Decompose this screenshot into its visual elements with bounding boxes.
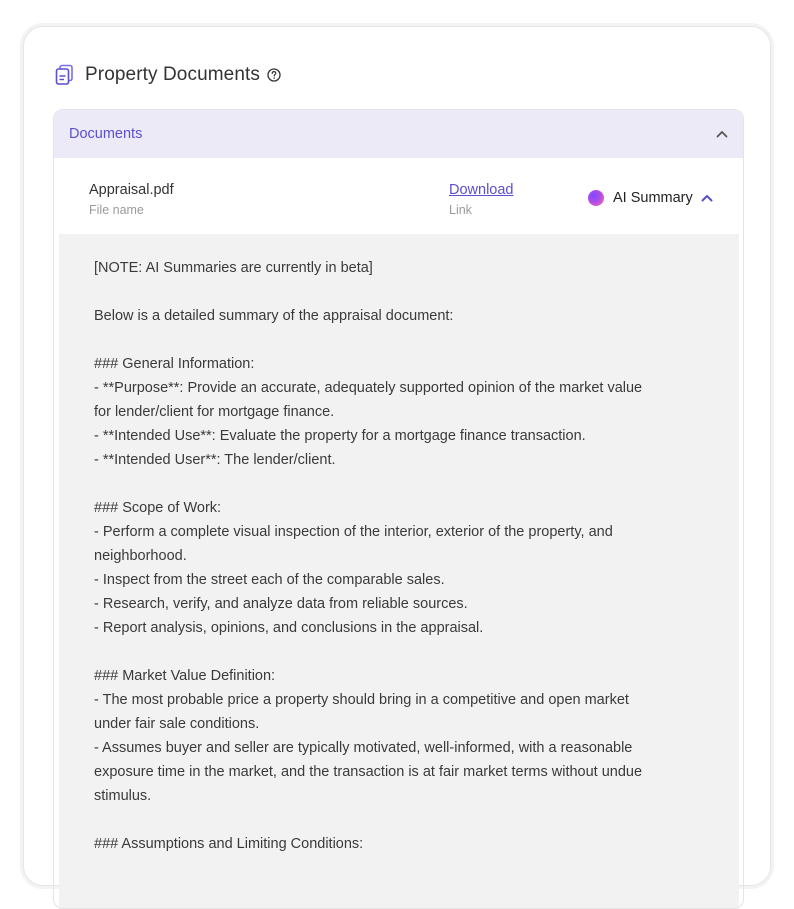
file-row: [54, 158, 743, 234]
summary-line: [NOTE: AI Summaries are currently in beta]: [94, 260, 373, 276]
summary-line: exposure time in the market, and the transaction is at fair market terms without undue: [94, 764, 643, 780]
summary-line: stimulus.: [94, 788, 152, 804]
help-circle-icon[interactable]: [267, 68, 281, 82]
summary-line: - **Purpose**: Provide an accurate, adequately supported opinion of the market value: [94, 380, 643, 396]
file-name-caption: File name: [89, 203, 144, 217]
summary-line: - The most probable price a property should bring in a competitive and open market: [94, 692, 629, 708]
page-title: Property Documents: [85, 64, 260, 85]
file-name: Appraisal.pdf: [89, 182, 174, 198]
chevron-up-icon[interactable]: [715, 127, 729, 141]
property-documents-card: [23, 26, 771, 886]
summary-line: [94, 472, 703, 496]
summary-line: [94, 808, 703, 832]
summary-line: - Inspect from the street each of the comparable sales.: [94, 572, 445, 588]
documents-panel: [53, 109, 744, 909]
summary-line: [94, 640, 703, 664]
summary-line: [94, 328, 703, 352]
download-link[interactable]: Download: [449, 182, 514, 198]
summary-line: - Report analysis, opinions, and conclusions in the appraisal.: [94, 620, 484, 636]
summary-line: - **Intended Use**: Evaluate the property for a mortgage finance transaction.: [94, 428, 586, 444]
summary-line: - Research, verify, and analyze data from reliable sources.: [94, 596, 468, 612]
ai-summary-label: AI Summary: [613, 190, 693, 206]
documents-accordion-label: Documents: [69, 126, 143, 142]
summary-line: ### Assumptions and Limiting Conditions:: [94, 836, 364, 852]
ai-orb-icon: [588, 190, 604, 206]
summary-line: - Perform a complete visual inspection of the interior, exterior of the property, and: [94, 524, 613, 540]
summary-line: - Assumes buyer and seller are typically motivated, well-informed, with a reasonable: [94, 740, 633, 756]
summary-line: [94, 280, 703, 304]
summary-line: ### General Information:: [94, 356, 255, 372]
summary-line: - **Intended User**: The lender/client.: [94, 452, 336, 468]
summary-line: for lender/client for mortgage finance.: [94, 404, 335, 420]
link-caption: Link: [449, 203, 472, 217]
ai-summary-toggle[interactable]: [588, 190, 714, 206]
summary-line: Below is a detailed summary of the appraisal document:: [94, 308, 454, 324]
summary-line: neighborhood.: [94, 548, 187, 564]
chevron-up-icon[interactable]: [700, 191, 714, 205]
document-icon: [55, 64, 75, 86]
documents-accordion-header[interactable]: [54, 110, 743, 158]
card-header: [55, 63, 281, 87]
summary-line: ### Scope of Work:: [94, 500, 222, 516]
summary-line: under fair sale conditions.: [94, 716, 260, 732]
summary-line: ### Market Value Definition:: [94, 668, 276, 684]
ai-summary-content: [59, 234, 739, 909]
